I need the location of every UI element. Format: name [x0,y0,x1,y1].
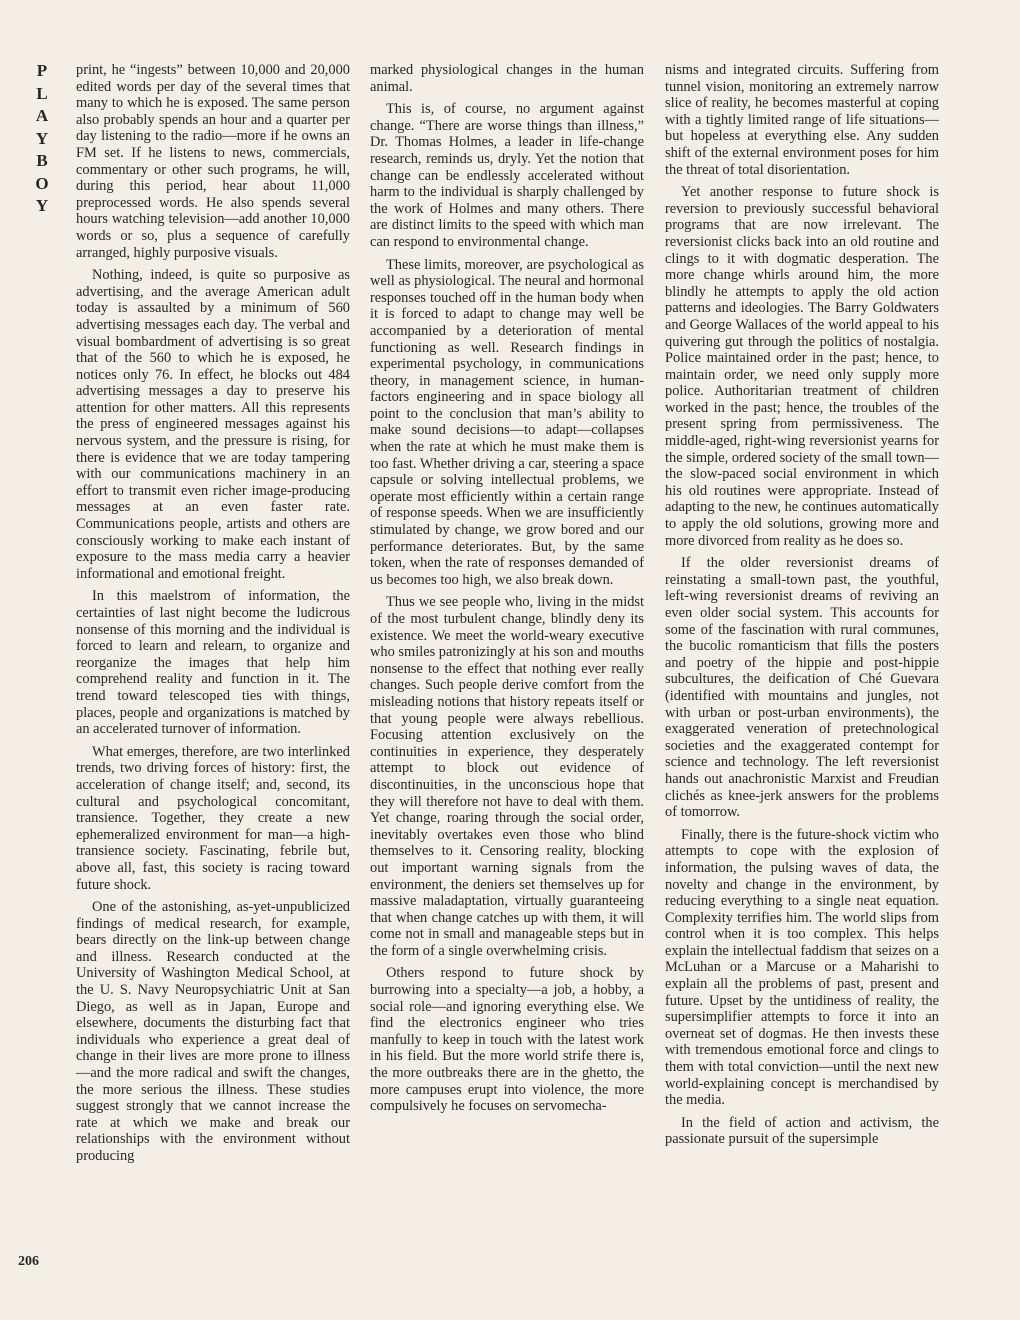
page-number: 206 [18,1254,39,1269]
running-head-letter: L [36,83,48,103]
paragraph: These limits, moreover, are psychological as well as physiological. The neural and hormonal responses touched off in the human body when it is forced to adapt to change may well be accompanied by a deterioration of mental functioning as well. Research findings in experimental psychology, in communications theory, in management science, in human-factors engineering and in space biology all point to the conclusion that man’s ability to make sound decisions—to adapt—collapses when the rate at which he must make them is too fast. Whether driving a car, steering a space capsule or solving intellectual problems, we operate most efficiently within a certain range of response speeds. When we are insufficiently stimulated by change, we grow bored and our performance deteriorates. But, by the same token, when the rate of responses demanded of us becomes too high, we also break down. [370,256,644,588]
paragraph: nisms and integrated circuits. Suffering from tunnel vision, monitoring an extremely narrow slice of reality, he becomes masterful at coping with a tightly limited range of life situations—but hopeless at everything else. Any sudden shift of the external environment poses for him the threat of total disorientation. [665,62,939,178]
paragraph: In this maelstrom of information, the certainties of last night become the ludicrous nonsense of this morning and the individual is forced to learn and relearn, to organize and reorganize the images that help him comprehend reality and function in it. The trend toward telescoped ties with things, places, people and organizations is matched by an accelerated turnover of information. [76,588,350,738]
paragraph: Yet another response to future shock is reversion to previously successful behavioral programs that are now irrelevant. The reversionist clicks back into an old routine and clings to it with dogmatic desperation. The more change whirls around him, the more blindly he attempts to apply the old action patterns and ideologies. The Barry Goldwaters and George Wallaces of the world appeal to his quivering gut through the politics of nostalgia. Police maintained order in the past; hence, to maintain order, we need only supply more police. Authoritarian treatment of children worked in the past; hence, the troubles of the present spring from permissiveness. The middle-aged, right-wing reversionist yearns for the simple, ordered society of the small town—the slow-paced social environment in which his old routines were appropriate. Instead of adapting to the new, he continues automatically to apply the old solutions, growing more and more divorced from reality as he does so. [665,184,939,549]
paragraph: In the field of action and activism, the passionate pursuit of the supersimple [665,1114,939,1148]
paragraph: If the older reversionist dreams of reinstating a small-town past, the youthful, left-wing reversionist dreams of reviving an even older social system. This accounts for some of the fascination with rural communes, the bucolic romanticism that fills the posters and poetry of the hippie and post-hippie subcultures, the deification of Ché Guevara (identified with mountains and jungles, not with urban or post-urban environments), the exaggerated veneration of pretechnological societies and the exaggerated contempt for science and technology. The left reversionist hands out anachronistic Marxist and Freudian clichés as knee-jerk answers for the problems of tomorrow. [665,555,939,821]
running-head-letter: Y [35,196,49,215]
running-head-magazine-name [28,60,56,218]
paragraph: Finally, there is the future-shock victim who attempts to cope with the explosion of information, the pulsing waves of data, the novelty and change in the environment, by reducing everything to a single neat equation. Complexity terrifies him. The world slips from control when it is too complex. This helps explain the intellectual faddism that seizes on a McLuhan or a Marcuse or a Maharishi to explain all the problems of past, present and future. Upset by the untidiness of reality, the supersimplifier attempts to force it into an overneat set of dogmas. He then invests these with tremendous emotional force and clings to them with total conviction—until the next new world-explaining concept is merchandised by the media. [665,826,939,1109]
paragraph: Nothing, indeed, is quite so purposive as advertising, and the average American adult today is assaulted by a minimum of 560 advertising messages each day. The verbal and visual bombardment of advertising is so great that of the 560 to which he is exposed, he notices only 76. In effect, he blocks out 484 advertising messages a day to preserve his attention for other matters. All this represents the press of engineered messages against his nervous system, and the pressure is rising, for there is evidence that we are today tampering with our communications machinery in an effort to transmit even richer image-producing messages at an even faster rate. Communications people, artists and others are consciously working to make each instant of exposure to the mass media carry a heavier informational and emotional freight. [76,267,350,582]
paragraph: What emerges, therefore, are two interlinked trends, two driving forces of history: first, the acceleration of change itself; and, second, its cultural and psychological concomitant, transience. Together, they create a new ephemeralized environment for man—a high-transience society. Fascinating, febrile but, above all, fast, this society is racing toward future shock. [76,743,350,893]
paragraph: One of the astonishing, as-yet-unpublicized findings of medical research, for example, bears directly on the link-up between change and illness. Research conducted at the University of Washington Medical School, at the U. S. Navy Neuropsychiatric Unit at San Diego, as well as in Japan, Europe and elsewhere, documents the disturbing fact that individuals who experience a great deal of change in their lives are more prone to illness—and the more radical and swift the changes, the more serious the illness. These studies suggest strongly that we cannot increase the rate at which we make and break our relationships with the environment without producing [76,899,350,1164]
paragraph: This is, of course, no argument against change. “There are worse things than illness,” Dr. Thomas Holmes, a leader in life-change research, reminds us, dryly. Yet the notion that change can be endlessly accelerated without harm to the individual is sharply challenged by the work of Holmes and many others. There are distinct limits to the speed with which man can respond to environmental change. [370,101,644,250]
text-column-1 [76,62,350,1272]
running-head-letter: Y [35,128,49,148]
paragraph: Thus we see people who, living in the midst of the most turbulent change, blindly deny its existence. We meet the world-weary executive who smiles patronizingly at his son and mouths nonsense to the effect that nothing ever really changes. Such people derive comfort from the misleading notions that history repeats itself or that young people were always rebellious. Focusing attention exclusively on the continuities in experience, they desperately attempt to block out evidence of discontinuities, in the unconscious hope that they will therefore not have to deal with them. Yet change, roaring through the social order, inevitably overtakes even those who blind themselves to it. Censoring reality, blocking out important warning signals from the environment, the deniers set themselves up for massive maladaptation, virtually guaranteeing that when change catches up with them, it will come not in small and manageable steps but in the form of a single overwhelming crisis. [370,594,644,959]
paragraph: print, he “ingests” between 10,000 and 20,000 edited words per day of the several times that many to which he is exposed. The same person also probably spends an hour and a quarter per day listening to the radio—more if he owns an FM set. If he listens to news, commercials, commentary or other such programs, he will, during this period, hear about 11,000 preprocessed words. He also spends several hours watching television—add another 10,000 words or so, plus a sequence of carefully arranged, highly purposive visuals. [76,62,350,261]
paragraph: marked physiological changes in the human animal. [370,62,644,95]
text-column-2 [370,62,644,1272]
paragraph: Others respond to future shock by burrowing into a specialty—a job, a hobby, a social role—and ignoring everything else. We find the electronics engineer who tries manfully to keep in touch with the latest work in his field. But the more world strife there is, the more outbreaks there are in the ghetto, the more campuses erupt into violence, the more compulsively he focuses on servomecha- [370,965,644,1115]
running-head-letter: B [36,151,48,170]
running-head-letter: O [35,173,49,193]
text-column-3 [665,62,939,1272]
running-head-letter: A [35,106,49,125]
running-head-letter: P [36,61,48,80]
